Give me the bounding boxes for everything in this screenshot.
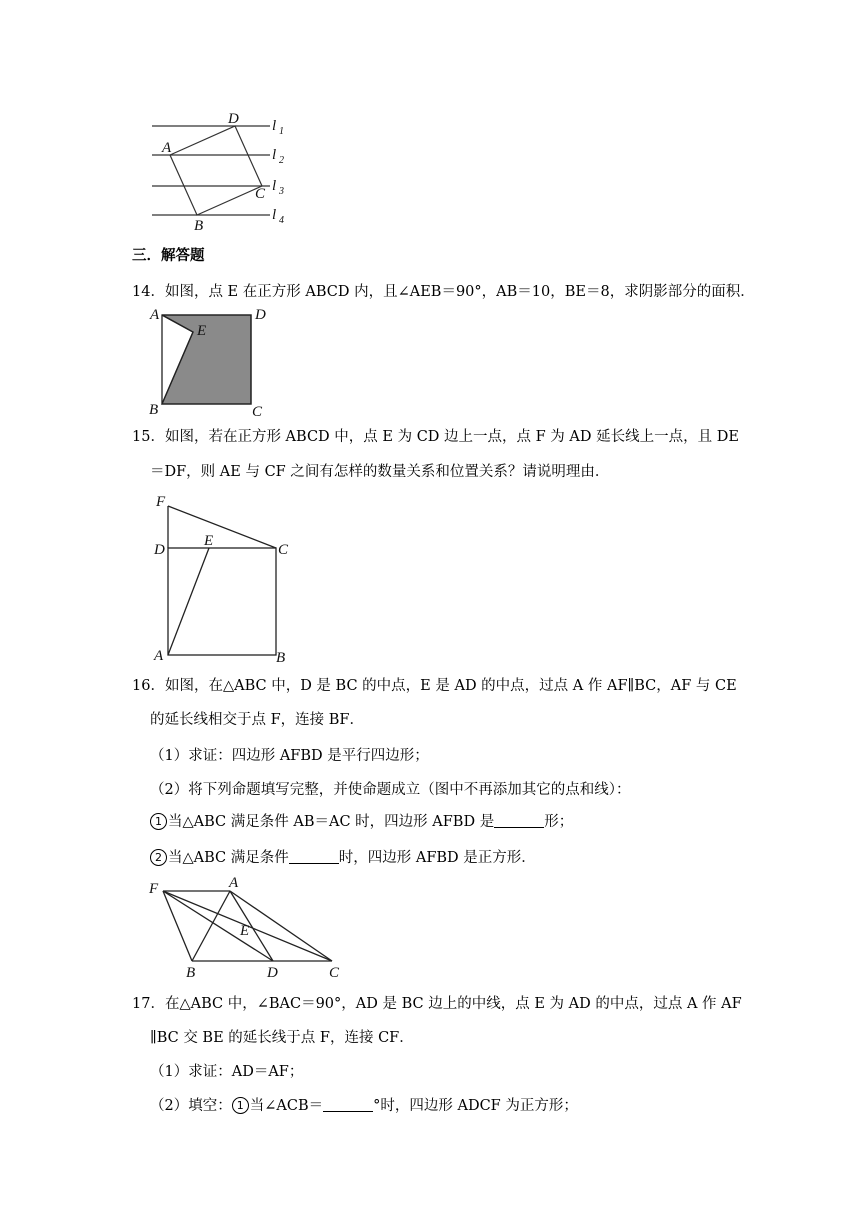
q17-c1-text-after: °时，四边形 ADCF 为正方形； bbox=[373, 1098, 578, 1114]
q16-line2: 的延长线相交于点 F，连接 BF． bbox=[150, 712, 364, 728]
q14-text: 14．如图，点 E 在正方形 ABCD 内，且∠AEB＝90°，AB＝10，BE＝8，求阴影部分的面积． bbox=[132, 284, 755, 300]
figure-q15-square bbox=[145, 490, 305, 665]
figure15-label-E: E bbox=[204, 533, 214, 549]
figure-q14-square bbox=[145, 305, 275, 420]
q17-part1: （1）求证：AD＝AF； bbox=[150, 1064, 304, 1080]
q16-c2-text-after: 时，四边形 AFBD 是正方形． bbox=[338, 850, 536, 866]
q16-c1-answer-blank[interactable] bbox=[494, 813, 544, 828]
figure16-label-C: C bbox=[329, 965, 340, 981]
q16-c2-answer-blank[interactable] bbox=[289, 849, 339, 864]
q15-line2: ＝DF，则 AE 与 CF 之间有怎样的数量关系和位置关系？请说明理由． bbox=[150, 464, 610, 480]
q17-part2 bbox=[150, 1096, 578, 1116]
figure16-label-A: A bbox=[229, 875, 239, 891]
q16-c1-text-before: 当△ABC 满足条件 AB＝AC 时，四边形 AFBD 是 bbox=[168, 814, 495, 830]
figure15-label-D: D bbox=[154, 542, 165, 558]
figure13-sub-4: 4 bbox=[279, 215, 284, 226]
q17-line1: 17．在△ABC 中，∠BAC＝90°，AD 是 BC 边上的中线，点 E 为 AD 的中点，过点 A 作 AF bbox=[132, 996, 742, 1012]
q16-condition-1 bbox=[150, 812, 573, 832]
figure16-label-F: F bbox=[149, 881, 159, 897]
circled-number-2: 2 bbox=[150, 849, 167, 866]
figure15-label-C: C bbox=[278, 542, 289, 558]
figure15-label-F: F bbox=[156, 494, 166, 510]
figure14-label-B: B bbox=[149, 402, 159, 418]
figure16-label-D: D bbox=[267, 965, 278, 981]
q16-condition-2 bbox=[150, 848, 536, 868]
figure-parallel-lines bbox=[140, 108, 300, 233]
figure16-label-B: B bbox=[186, 965, 196, 981]
q16-c1-text-after: 形； bbox=[544, 814, 574, 830]
figure13-label-A: A bbox=[162, 140, 172, 156]
figure13-label-l2: l bbox=[272, 147, 277, 163]
figure13-sub-2: 2 bbox=[279, 155, 284, 166]
figure16-label-E: E bbox=[240, 923, 250, 939]
figure13-label-C: C bbox=[255, 186, 266, 202]
figure13-label-B: B bbox=[194, 218, 204, 234]
figure14-label-C: C bbox=[252, 404, 263, 420]
figure15-label-A: A bbox=[154, 648, 164, 664]
figure14-label-D: D bbox=[255, 307, 266, 323]
figure13-label-l1: l bbox=[272, 118, 277, 134]
figure13-label-l4: l bbox=[272, 207, 277, 223]
q15-line1: 15．如图，若在正方形 ABCD 中，点 E 为 CD 边上一点，点 F 为 AD 延长线上一点，且 DE bbox=[132, 429, 739, 445]
figure13-sub-1: 1 bbox=[279, 126, 284, 137]
figure13-sub-3: 3 bbox=[279, 186, 284, 197]
q17-c1-answer-blank[interactable] bbox=[323, 1097, 373, 1112]
q16-c2-text-before: 当△ABC 满足条件 bbox=[168, 850, 289, 866]
q16-part1: （1）求证：四边形 AFBD 是平行四边形； bbox=[150, 748, 429, 764]
figure13-label-l3: l bbox=[272, 178, 277, 194]
figure-q16-triangle bbox=[140, 873, 360, 983]
figure14-label-A: A bbox=[150, 307, 160, 323]
q17-part2-prefix: （2）填空： bbox=[150, 1098, 232, 1114]
q17-line2: ∥BC 交 BE 的延长线于点 F，连接 CF． bbox=[150, 1030, 414, 1046]
q17-c1-text-before: 当∠ACB＝ bbox=[249, 1098, 324, 1114]
figure13-label-D: D bbox=[228, 111, 239, 127]
circled-number-1: 1 bbox=[232, 1097, 249, 1114]
section-heading: 三．解答题 bbox=[132, 248, 205, 264]
figure14-label-E: E bbox=[197, 323, 207, 339]
circled-number-1: 1 bbox=[150, 813, 167, 830]
q16-part2: （2）将下列命题填写完整，并使命题成立（图中不再添加其它的点和线）： bbox=[150, 782, 631, 798]
figure15-label-B: B bbox=[276, 650, 286, 666]
q16-line1: 16．如图，在△ABC 中，D 是 BC 的中点，E 是 AD 的中点，过点 A 作 AF∥BC，AF 与 CE bbox=[132, 678, 737, 694]
